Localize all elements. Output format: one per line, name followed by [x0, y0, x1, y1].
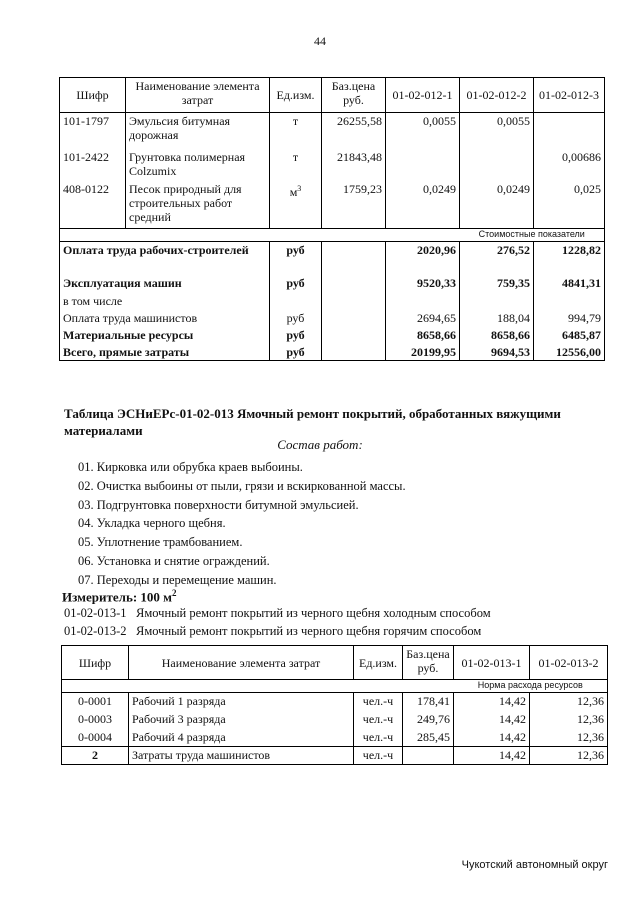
table-row — [60, 275, 605, 293]
row-code: 408-0122 — [60, 181, 126, 229]
cost-name: Оплата труда рабочих-строителей — [60, 242, 270, 275]
row-unit: т — [270, 113, 322, 149]
row-code: 2 — [62, 747, 129, 765]
row-value-1: 14,42 — [454, 729, 530, 747]
resource-table-012 — [59, 77, 605, 361]
meter-superscript: 2 — [172, 588, 177, 598]
works-heading: Состав работ: — [277, 437, 363, 452]
row-value-1: 0,0249 — [386, 181, 460, 229]
row-value-3: 0,00686 — [534, 149, 605, 181]
header-col-2: 01-02-013-2 — [530, 646, 608, 680]
norm-label-spacer — [129, 680, 354, 693]
row-value-1: 14,42 — [454, 747, 530, 765]
table-row — [60, 344, 605, 361]
cost-value-2: 9694,53 — [460, 344, 534, 361]
cost-base-empty — [322, 327, 386, 344]
row-base-price — [403, 747, 454, 765]
row-name: Песок природный для строительных работ средний — [126, 181, 270, 229]
row-code: 0-0001 — [62, 693, 129, 711]
row-value-2: 12,36 — [530, 747, 608, 765]
header-col-3: 01-02-012-3 — [534, 78, 605, 113]
row-value-2 — [460, 149, 534, 181]
cost-name: в том числе — [60, 293, 270, 310]
row-value-1 — [386, 149, 460, 181]
row-code: 101-2422 — [60, 149, 126, 181]
row-base-price: 249,76 — [403, 711, 454, 729]
norm-section-label: Норма расхода ресурсов — [454, 680, 608, 693]
row-unit — [270, 181, 322, 229]
list-item: 02. Очистка выбоины от пыли, грязи и вскиркованной массы. — [78, 478, 406, 493]
cost-label-spacer — [126, 229, 270, 242]
row-base-price: 178,41 — [403, 693, 454, 711]
table-row — [62, 693, 608, 711]
row-value-1: 0,0055 — [386, 113, 460, 149]
cost-unit: руб — [270, 344, 322, 361]
cost-unit: руб — [270, 275, 322, 293]
cost-section-label: Стоимостные показатели — [460, 229, 605, 242]
row-value-2: 12,36 — [530, 729, 608, 747]
row-unit: чел.-ч — [354, 729, 403, 747]
cost-unit — [270, 293, 322, 310]
row-unit: чел.-ч — [354, 711, 403, 729]
header-code: Шифр — [62, 646, 129, 680]
list-item: 07. Переходы и перемещение машин. — [78, 572, 277, 587]
cost-name: Всего, прямые затраты — [60, 344, 270, 361]
cost-value-1: 8658,66 — [386, 327, 460, 344]
cost-base-empty — [322, 275, 386, 293]
list-item: 04. Укладка черного щебня. — [78, 516, 226, 531]
row-name: Грунтовка полимерная Colzumix — [126, 149, 270, 181]
header-unit: Ед.изм. — [270, 78, 322, 113]
header-base-price: Баз.цена руб. — [403, 646, 454, 680]
cost-label-spacer — [322, 229, 386, 242]
cost-value-1: 20199,95 — [386, 344, 460, 361]
cost-value-3: 4841,31 — [534, 275, 605, 293]
row-value-3 — [534, 113, 605, 149]
cost-value-2 — [460, 293, 534, 310]
cost-value-3: 994,79 — [534, 310, 605, 327]
header-col-1: 01-02-013-1 — [454, 646, 530, 680]
norm-label-spacer — [354, 680, 403, 693]
cost-label-spacer — [270, 229, 322, 242]
header-col-1: 01-02-012-1 — [386, 78, 460, 113]
unit-superscript: 3 — [297, 183, 302, 193]
list-item: 05. Уплотнение трамбованием. — [78, 535, 243, 550]
list-item — [64, 622, 491, 640]
cost-value-3: 6485,87 — [534, 327, 605, 344]
row-value-2: 0,0055 — [460, 113, 534, 149]
cost-base-empty — [322, 310, 386, 327]
row-name: Рабочий 3 разряда — [129, 711, 354, 729]
header-name: Наименование элемента затрат — [129, 646, 354, 680]
header-col-2: 01-02-012-2 — [460, 78, 534, 113]
table-row — [62, 747, 608, 765]
cost-unit: руб — [270, 327, 322, 344]
cost-value-3: 1228,82 — [534, 242, 605, 275]
row-base-price: 26255,58 — [322, 113, 386, 149]
variant-code: 01-02-013-2 — [64, 624, 127, 638]
cost-base-empty — [322, 344, 386, 361]
row-name: Эмульсия битумная дорожная — [126, 113, 270, 149]
table-row — [62, 711, 608, 729]
cost-value-2: 8658,66 — [460, 327, 534, 344]
list-item: 01. Кирковка или обрубка краев выбоины. — [78, 460, 303, 474]
cost-value-3: 12556,00 — [534, 344, 605, 361]
resource-table-013 — [61, 645, 608, 765]
cost-name: Эксплуатация машин — [60, 275, 270, 293]
cost-unit: руб — [270, 310, 322, 327]
cost-name: Материальные ресурсы — [60, 327, 270, 344]
works-list — [78, 458, 406, 590]
table-row — [60, 293, 605, 310]
header-unit: Ед.изм. — [354, 646, 403, 680]
table-row — [60, 310, 605, 327]
table-row — [60, 327, 605, 344]
footer-region: Чукотский автономный округ — [461, 859, 608, 871]
row-value-2: 12,36 — [530, 693, 608, 711]
cost-label-spacer — [60, 229, 126, 242]
table-row — [60, 181, 605, 229]
meter-text: Измеритель: 100 м — [62, 589, 173, 605]
cost-label-spacer — [386, 229, 460, 242]
row-base-price: 285,45 — [403, 729, 454, 747]
meter-label — [62, 588, 177, 605]
norm-label-spacer — [403, 680, 454, 693]
cost-value-1: 2020,96 — [386, 242, 460, 275]
header-code: Шифр — [60, 78, 126, 113]
table-row — [60, 149, 605, 181]
page-number: 44 — [314, 34, 326, 48]
list-item — [64, 604, 491, 622]
row-base-price: 1759,23 — [322, 181, 386, 229]
cost-unit: руб — [270, 242, 322, 275]
variant-code: 01-02-013-1 — [64, 606, 127, 620]
row-unit: т — [270, 149, 322, 181]
row-value-3: 0,025 — [534, 181, 605, 229]
header-name: Наименование элемента затрат — [126, 78, 270, 113]
list-item: 06. Установка и снятие ограждений. — [78, 553, 270, 568]
cost-value-2: 276,52 — [460, 242, 534, 275]
table-row — [62, 729, 608, 747]
row-value-1: 14,42 — [454, 711, 530, 729]
row-name: Затраты труда машинистов — [129, 747, 354, 765]
row-value-2: 12,36 — [530, 711, 608, 729]
cost-value-1 — [386, 293, 460, 310]
table-row — [60, 113, 605, 149]
list-item: 03. Подгрунтовка поверхности битумной эмульсией. — [78, 497, 359, 512]
cost-value-2: 759,35 — [460, 275, 534, 293]
cost-value-1: 9520,33 — [386, 275, 460, 293]
table-row — [60, 242, 605, 275]
unit-text: м — [289, 184, 298, 199]
row-unit: чел.-ч — [354, 747, 403, 765]
row-value-1: 14,42 — [454, 693, 530, 711]
row-name: Рабочий 1 разряда — [129, 693, 354, 711]
variants-list — [64, 604, 491, 640]
cost-value-1: 2694,65 — [386, 310, 460, 327]
row-value-2: 0,0249 — [460, 181, 534, 229]
variant-text: Ямочный ремонт покрытий из черного щебня горячим способом — [136, 624, 482, 638]
cost-base-empty — [322, 242, 386, 275]
row-code: 0-0003 — [62, 711, 129, 729]
variant-text: Ямочный ремонт покрытий из черного щебня холодным способом — [136, 606, 491, 620]
row-code: 101-1797 — [60, 113, 126, 149]
header-base-price: Баз.цена руб. — [322, 78, 386, 113]
cost-base-empty — [322, 293, 386, 310]
row-code: 0-0004 — [62, 729, 129, 747]
row-base-price: 21843,48 — [322, 149, 386, 181]
row-unit: чел.-ч — [354, 693, 403, 711]
cost-name: Оплата труда машинистов — [60, 310, 270, 327]
cost-value-2: 188,04 — [460, 310, 534, 327]
norm-label-spacer — [62, 680, 129, 693]
section-title: Таблица ЭСНиЕРс-01-02-013 Ямочный ремонт покрытий, обработанных вяжущими материалами — [64, 406, 561, 438]
cost-value-3 — [534, 293, 605, 310]
row-name: Рабочий 4 разряда — [129, 729, 354, 747]
